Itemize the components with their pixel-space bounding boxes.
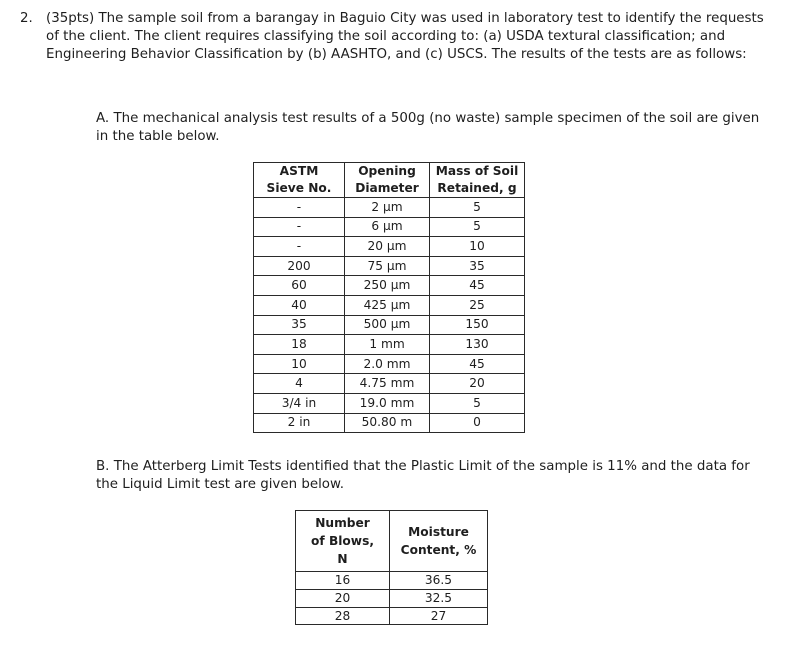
table-row: [254, 315, 525, 335]
header-number-of-blows: [296, 511, 390, 572]
table-row: [254, 393, 525, 413]
header-line: Mass of Soil: [435, 164, 519, 178]
header-mass-retained: [430, 163, 525, 198]
sieve-no-cell: 10: [254, 354, 345, 374]
table-row: [254, 276, 525, 296]
table-row: [254, 237, 525, 257]
part-a-text: A. The mechanical analysis test results of a 500g (no waste) sample specimen of the soil are given in the table below.: [96, 111, 760, 144]
mass-cell: 0: [430, 413, 525, 433]
table-row: [254, 413, 525, 433]
sieve-no-cell: 35: [254, 315, 345, 335]
header-line: Opening: [358, 164, 416, 178]
opening-cell: 2.0 mm: [345, 354, 430, 374]
sieve-no-cell: 40: [254, 295, 345, 315]
table-row: [254, 354, 525, 374]
header-line: Content, %: [400, 543, 477, 557]
sieve-no-cell: 200: [254, 256, 345, 276]
opening-cell: 75 μm: [345, 256, 430, 276]
mass-cell: 45: [430, 276, 525, 296]
liquid-limit-table: [295, 510, 488, 625]
problem-text: (35pts) The sample soil from a barangay in Baguio City was used in laboratory test to identify the requests of the client. The client requires classifying the soil according to: (a) USDA textural classification; and Engineering Behavior Classification by (b) AASHTO, and (c) USCS. The results of the tests are as follows:: [46, 11, 764, 62]
opening-cell: 425 μm: [345, 295, 430, 315]
header-moisture-content: [390, 511, 488, 572]
opening-cell: 2 μm: [345, 198, 430, 218]
problem-statement: [20, 10, 765, 64]
mass-cell: 25: [430, 295, 525, 315]
sieve-no-cell: -: [254, 217, 345, 237]
mass-cell: 20: [430, 374, 525, 394]
table-row: [254, 256, 525, 276]
sieve-analysis-table: [253, 162, 525, 433]
sieve-no-cell: 18: [254, 335, 345, 355]
moisture-cell: 32.5: [390, 589, 488, 607]
table-row: [254, 295, 525, 315]
moisture-cell: 36.5: [390, 572, 488, 590]
part-b-text: B. The Atterberg Limit Tests identified that the Plastic Limit of the sample is 11% and the data for the Liquid Limit test are given below.: [96, 459, 750, 492]
mass-cell: 5: [430, 198, 525, 218]
table-header-row: [254, 163, 525, 198]
sieve-no-cell: 4: [254, 374, 345, 394]
opening-cell: 1 mm: [345, 335, 430, 355]
opening-cell: 500 μm: [345, 315, 430, 335]
mass-cell: 10: [430, 237, 525, 257]
table-row: [296, 589, 488, 607]
opening-cell: 20 μm: [345, 237, 430, 257]
table-header-row: [296, 511, 488, 572]
table-row: [254, 335, 525, 355]
opening-cell: 19.0 mm: [345, 393, 430, 413]
table-row: [296, 607, 488, 625]
mass-cell: 5: [430, 393, 525, 413]
moisture-cell: 27: [390, 607, 488, 625]
header-line: Sieve No.: [266, 181, 332, 195]
sieve-no-cell: -: [254, 237, 345, 257]
mass-cell: 130: [430, 335, 525, 355]
mass-cell: 5: [430, 217, 525, 237]
header-line: of Blows,: [311, 534, 374, 548]
header-line: N: [337, 552, 348, 566]
table-row: [254, 198, 525, 218]
sieve-no-cell: -: [254, 198, 345, 218]
table-row: [296, 572, 488, 590]
opening-cell: 6 μm: [345, 217, 430, 237]
blows-cell: 16: [296, 572, 390, 590]
header-astm-sieve-no: [254, 163, 345, 198]
header-line: ASTM: [279, 164, 319, 178]
header-line: Number: [315, 516, 370, 530]
opening-cell: 4.75 mm: [345, 374, 430, 394]
header-line: Retained, g: [437, 181, 517, 195]
header-line: Diameter: [355, 181, 419, 195]
table-row: [254, 217, 525, 237]
table-row: [254, 374, 525, 394]
blows-cell: 28: [296, 607, 390, 625]
header-opening-diameter: [345, 163, 430, 198]
sieve-no-cell: 60: [254, 276, 345, 296]
mass-cell: 35: [430, 256, 525, 276]
opening-cell: 250 μm: [345, 276, 430, 296]
mass-cell: 150: [430, 315, 525, 335]
sieve-no-cell: 3/4 in: [254, 393, 345, 413]
header-line: Moisture: [408, 525, 469, 539]
blows-cell: 20: [296, 589, 390, 607]
problem-number: 2.: [20, 11, 33, 26]
sieve-no-cell: 2 in: [254, 413, 345, 433]
mass-cell: 45: [430, 354, 525, 374]
opening-cell: 50.80 m: [345, 413, 430, 433]
